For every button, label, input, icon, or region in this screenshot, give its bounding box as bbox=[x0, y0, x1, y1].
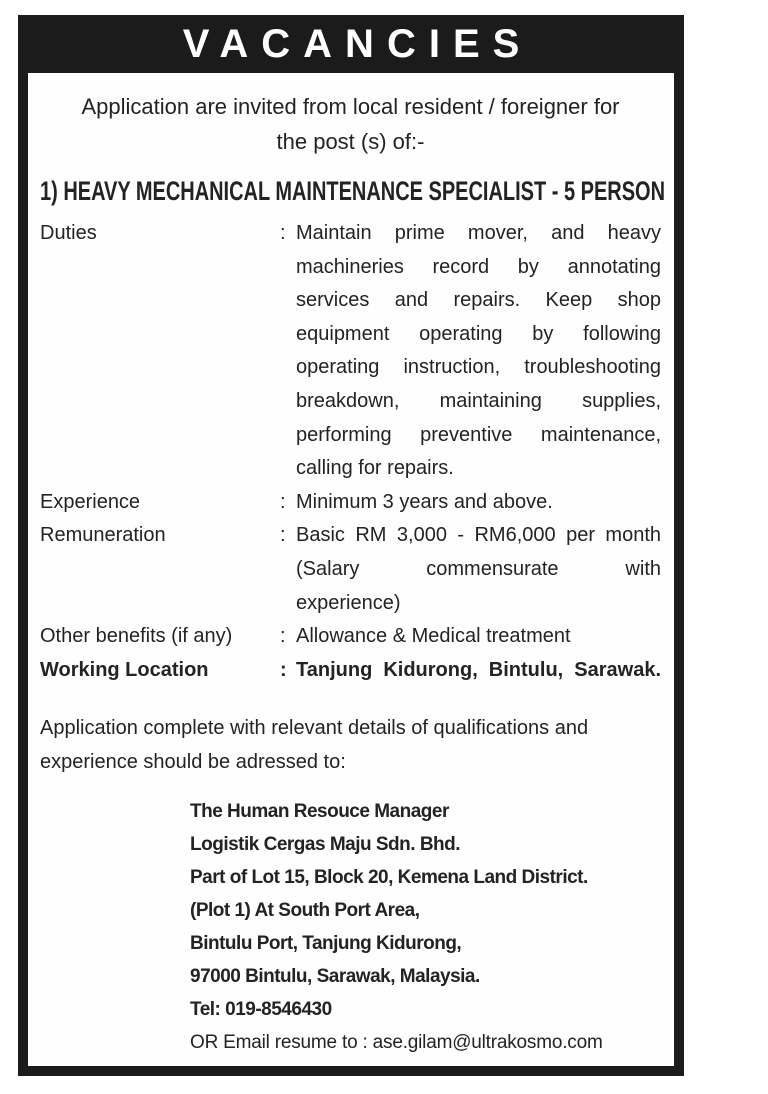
contact-block bbox=[190, 795, 661, 1059]
detail-value bbox=[296, 519, 661, 620]
detail-row-duties bbox=[40, 217, 661, 486]
detail-colon: : bbox=[280, 222, 286, 244]
intro-paragraph bbox=[40, 89, 661, 159]
value-line: (Salary commensurate with bbox=[296, 557, 661, 580]
detail-value bbox=[296, 620, 661, 654]
closing-paragraph bbox=[40, 711, 661, 779]
banner-title: VACANCIES bbox=[182, 22, 533, 66]
contact-line: Logistik Cergas Maju Sdn. Bhd. bbox=[190, 834, 461, 856]
contact-line: Part of Lot 15, Block 20, Kemena Land District. bbox=[190, 867, 588, 889]
value-line: Allowance & Medical treatment bbox=[296, 625, 571, 648]
value-line: equipment operating by following bbox=[296, 322, 661, 345]
value-line: calling for repairs. bbox=[296, 457, 454, 480]
contact-line: The Human Resouce Manager bbox=[190, 801, 449, 823]
detail-row-remuneration bbox=[40, 519, 661, 620]
contact-line: 97000 Bintulu, Sarawak, Malaysia. bbox=[190, 966, 480, 988]
detail-colon: : bbox=[280, 658, 287, 681]
detail-colon: : bbox=[280, 625, 286, 648]
value-line: breakdown, maintaining supplies, bbox=[296, 389, 661, 412]
detail-label: Remuneration bbox=[40, 524, 166, 547]
value-line: services and repairs. Keep shop bbox=[296, 289, 661, 312]
value-line: operating instruction, troubleshooting bbox=[296, 356, 661, 379]
detail-label: Duties bbox=[40, 222, 97, 244]
detail-row-benefits bbox=[40, 620, 661, 654]
detail-row-location bbox=[40, 654, 661, 688]
contact-line: Bintulu Port, Tanjung Kidurong, bbox=[190, 933, 462, 955]
detail-value bbox=[296, 217, 661, 486]
detail-label: Experience bbox=[40, 490, 141, 513]
value-line: experience) bbox=[296, 591, 401, 614]
value-line: Tanjung Kidurong, Bintulu, Sarawak. bbox=[296, 658, 661, 681]
detail-colon: : bbox=[280, 490, 286, 513]
detail-value bbox=[296, 654, 661, 688]
value-line: performing preventive maintenance, bbox=[296, 423, 661, 446]
detail-value bbox=[296, 486, 661, 520]
value-line: Maintain prime mover, and heavy bbox=[296, 222, 661, 244]
banner bbox=[18, 15, 684, 73]
value-line: machineries record by annotating bbox=[296, 255, 661, 278]
closing-line: Application complete with relevant details of qualifications and bbox=[40, 717, 589, 740]
detail-colon: : bbox=[280, 524, 286, 547]
contact-line: (Plot 1) At South Port Area, bbox=[190, 900, 420, 922]
details-list bbox=[40, 217, 661, 687]
closing-line: experience should be adressed to: bbox=[40, 751, 346, 774]
value-line: Basic RM 3,000 - RM6,000 per month bbox=[296, 524, 661, 547]
detail-label: Working Location bbox=[40, 658, 209, 681]
contact-line-tel: Tel: 019-8546430 bbox=[190, 999, 332, 1021]
position-heading: 1) HEAVY MECHANICAL MAINTENANCE SPECIALIST - 5 PERSON bbox=[40, 176, 665, 206]
vacancy-ad bbox=[18, 15, 684, 1076]
ad-body bbox=[18, 73, 684, 1076]
detail-row-experience bbox=[40, 486, 661, 520]
intro-line: Application are invited from local resident / foreigner for bbox=[81, 94, 620, 119]
contact-email-line: OR Email resume to : ase.gilam@ultrakosmo.com bbox=[190, 1032, 603, 1054]
intro-line: the post (s) of:- bbox=[276, 129, 425, 154]
value-line: Minimum 3 years and above. bbox=[296, 490, 553, 513]
detail-label: Other benefits (if any) bbox=[40, 625, 233, 648]
